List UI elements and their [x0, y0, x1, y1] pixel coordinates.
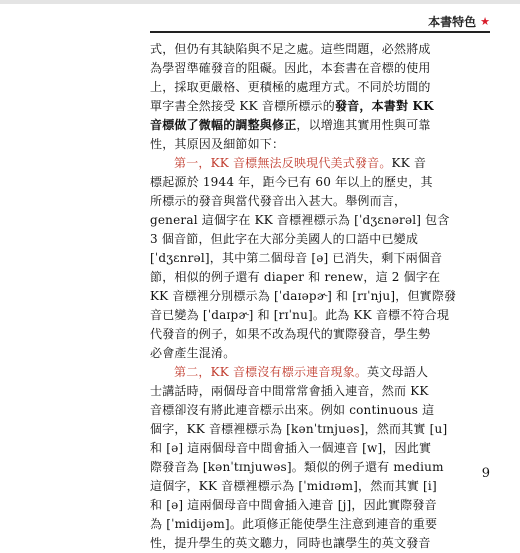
- text-line: 3 個音節，但此字在大部分美國人的口語中已變成: [150, 232, 419, 246]
- header-rule: [150, 31, 490, 33]
- text-line: 代發音的例子，如果不改為現代的實際發音，學生勢: [150, 327, 431, 341]
- text-line: 這個字，KK 音標裡標示為 [ˈmidɪəm]，然而其實 [i]: [150, 479, 437, 493]
- body-text: [150, 40, 490, 553]
- section1-heading-line: [150, 154, 490, 173]
- text-line: 和 [ə] 這兩個母音中間會插入一個連音 [w]，因此實: [150, 441, 432, 455]
- text-line: 必會產生混淆。: [150, 346, 236, 360]
- text-line: 節，相似的例子還有 diaper 和 renew，這 2 個字在: [150, 270, 441, 284]
- header-title: 本書特色: [428, 15, 477, 29]
- top-band: [0, 0, 520, 4]
- section1-heading: 第一，KK 音標無法反映現代美式發音。: [174, 156, 392, 170]
- text-line: 際發音為 [kənˈtɪnjuwəs]。類似的例子還有 medium: [150, 460, 444, 474]
- text-line: 音標卻沒有將此連音標示出來。例如 continuous 這: [150, 403, 435, 417]
- text-segment: KK 音: [391, 156, 427, 170]
- bold-phrase: 音標做了微幅的調整與修正: [150, 118, 297, 132]
- text-segment: 英文母語人: [367, 365, 429, 379]
- text-line-with-bold: [150, 116, 490, 135]
- text-segment: ，以增進其實用性與可靠: [296, 118, 431, 132]
- text-line: general 這個字在 KK 音標裡標示為 [ˈdʒɛnərəl] 包含: [150, 213, 450, 227]
- text-line: 所標示的發音與當代發音出入甚大。舉例而言，: [150, 194, 407, 208]
- text-line: 式，但仍有其缺陷與不足之處。這些問題，必然將成: [150, 42, 431, 56]
- text-line: 士講話時，兩個母音中間常常會插入連音，然而 KK: [150, 384, 429, 398]
- text-line: [ˈdʒɛnrəl]，其中第二個母音 [ə] 已消失，剩下兩個音: [150, 251, 443, 265]
- text-line: KK 音標裡分別標示為 [ˈdaɪəpɚ] 和 [rɪˈnju]，但實際發: [150, 289, 457, 303]
- bold-phrase: 發音，本書對 KK: [334, 99, 434, 113]
- text-line: 為學習準確發音的阻礙。因此，本套書在音標的使用: [150, 61, 431, 75]
- text-line-with-bold: [150, 97, 490, 116]
- text-line: 性，提升學生的英文聽力，同時也讓學生的英文發音: [150, 536, 431, 550]
- text-line: 和 [ə] 這兩個母音中間會插入連音 [j]，因此實際發音: [150, 498, 437, 512]
- section2-heading: 第二，KK 音標沒有標示連音現象。: [174, 365, 368, 379]
- text-line: 音已變為 [ˈdaɪpɚ] 和 [rɪˈnu]。此為 KK 音標不符合現: [150, 308, 450, 322]
- page-header: [428, 13, 490, 30]
- star-icon: ★: [480, 15, 490, 28]
- text-line: 為 [ˈmidijəm]。此項修正能使學生注意到連音的重要: [150, 517, 438, 531]
- section2-heading-line: [150, 363, 490, 382]
- text-segment: 單字書全然接受 KK 音標所標示的: [150, 99, 335, 113]
- text-line: 性，其原因及細節如下：: [150, 137, 285, 151]
- text-line: 標起源於 1944 年，距今已有 60 年以上的歷史，其: [150, 175, 433, 189]
- text-line: 上，採取更嚴格、更積極的處理方式。不同於坊間的: [150, 80, 431, 94]
- page-number: 9: [481, 466, 490, 481]
- text-line: 個字，KK 音標裡標示為 [kənˈtɪnjuəs]，然而其實 [u]: [150, 422, 448, 436]
